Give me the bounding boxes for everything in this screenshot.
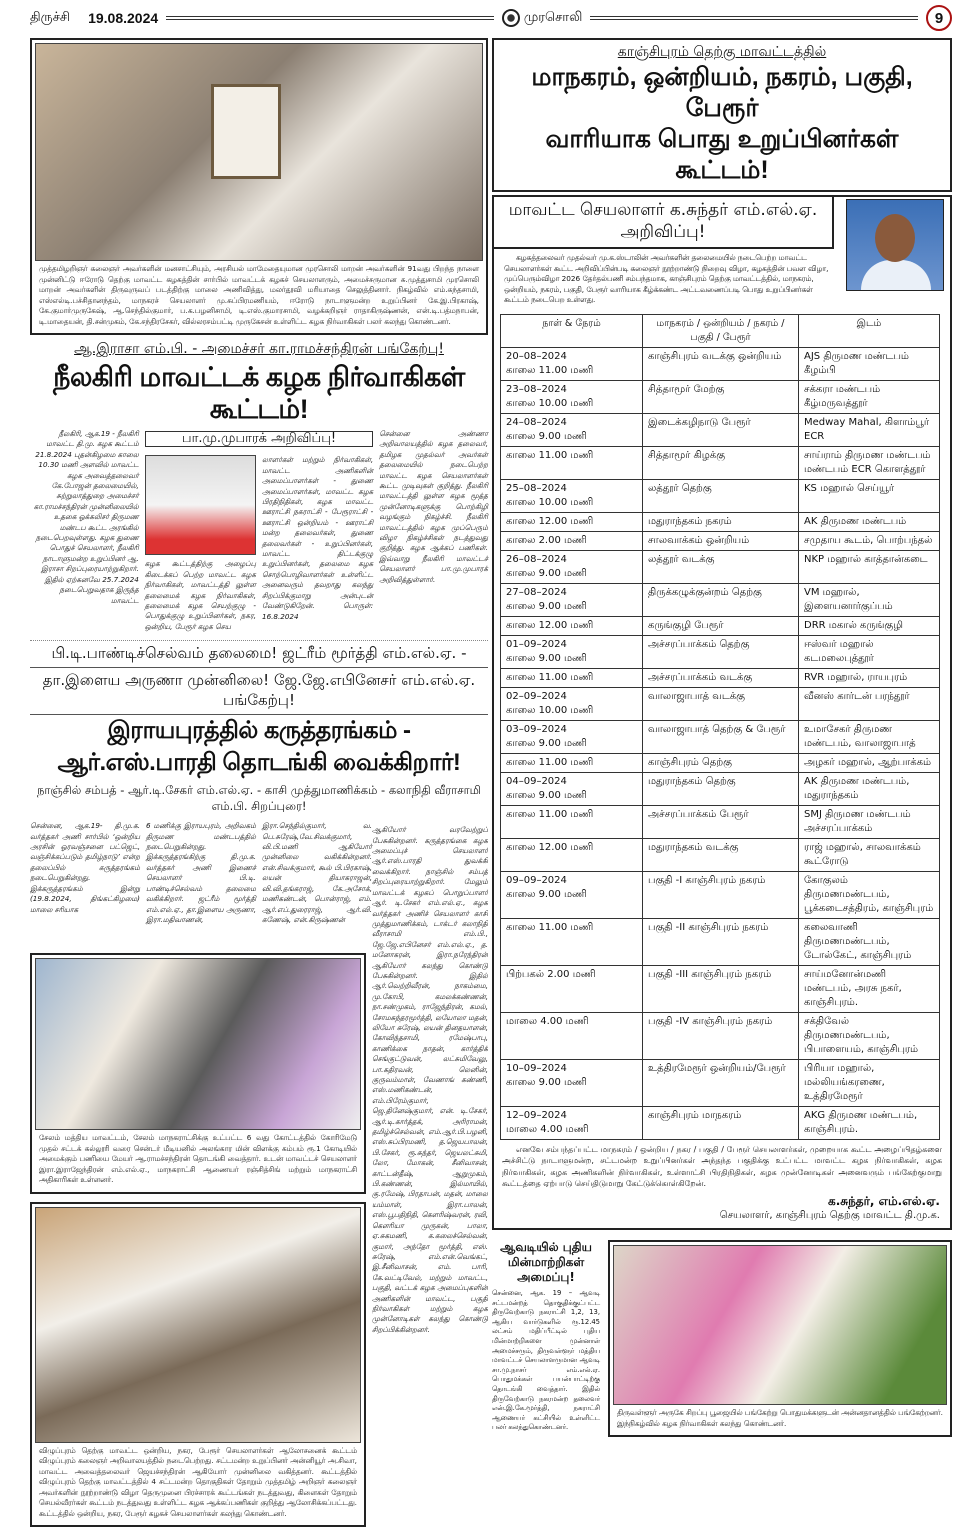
meeting-time: காலை 11.00 மணி: [506, 756, 594, 768]
meeting-date: 20–08–2024: [506, 350, 567, 362]
meeting-time: காலை 9.00 மணி: [506, 789, 587, 801]
table-row: [501, 413, 940, 446]
unit-cell: மதுராந்தகம் நகரம்: [643, 512, 799, 531]
photo-caption: விழுப்புரம் தெற்கு மாவட்ட ஒன்றிய, நகர, பேரூர் செயலாளர்கள் ஆலோசனைக் கூட்டம் விழுப்புரம் கலைஞர் அறிவாலயத்தில் நடைபெற்றது. சட்டமன்ற உறுப்பினர் அன்னியூர் அ.சிவா, மாவட்ட அவைத்தலைவர் ஜெயச்சந்திரன் ஆகியோர் முன்னிலை வகித்தனர். கூட்டத்தில் விழுப்புரம் தெற்கு மாவட்டத்தில் 4 சட்டமன்ற தொகுதிகள் தோறும் முத்தமிழ் அறிஞர் கலைஞர் அவர்களின் நூற்றாண்டு விழா தெருமுனை பிரச்சாரக் கூட்டங்கள் நடத்துவது, கிளைகள் தோறும் செயல்வீரர்கள் கூட்டம் நடத்துவது உள்ளிட்ட கழக ஆக்கப்பணிகள் குறித்து ஆலோசிக்கப்பட்டது. கூட்டத்தில் ஒன்றிய, நகர, பேரூர் கழகச் செயலாளர்கள் கலந்து கொண்டனர்.: [39, 1445, 357, 1518]
photo-caption: முத்தமிழறிஞர் கலைஞர் அவர்களின் மனசாட்சியும், அரசியல் மாமேதையுமான முரசொலி மாறன் அவர்களின் 91வது பிறந்த நாளை முன்னிட்டு ஈரோடு தெற்கு மாவட்ட கழகத்தின் சார்பில் மாவட்டக் கழகச் செயலாளரும், அமைச்சருமான சு.முத்துசாமி முரசொலி மாறன் அவர்களின் திருவுருவப் படத்திற்கு மாலை அணிவித்து, மலர்தூவி மரியாதை செலுத்தினார். நிகழ்வில் எம்.கந்தசாமி, எஸ்எல்டி.பச்சிதானந்தம், மாநகரச் செயலாளர் மு.சுப்பிரமணியம், ஈரோடு நாடாளுமன்ற உறுப்பினர் கே.இ.பிரகாஷ், கே.குமார்முருகேஷ், ஆ.செந்தில்குமார், ப.க.பழனிசாமி, டி.எஸ்.குமாரசாமி, வழக்கறிஞர் ராதாகிருஷ்ணன், என்.டி.பத்மநாபன், டி.மாதையன், தி.சன்முகம், கே.சந்திரசேகர், வில்லரசம்பட்டி முருகேசன் உள்ளிட்ட கழக நிர்வாகிகள் பலர் கலந்து கொண்டனர்.: [39, 264, 479, 326]
table-row: [501, 531, 940, 550]
date-time-cell: [501, 479, 643, 512]
meeting-time: காலை 12.00 மணி: [506, 841, 594, 853]
meeting-time: காலை 9.00 மணி: [506, 888, 587, 900]
salem-street-light-photo: [35, 958, 361, 1130]
date-time-cell: [501, 753, 643, 772]
meeting-date: 12–09–2024: [506, 1109, 567, 1121]
article-col-2: கழக கூட்டத்திற்கு அழைப்பு கிடைக்கப் பெற்ற மாவட்ட கழக நிர்வாகிகள், மாவட்டத்தி லுள்ள தலைமைக் கழக நிர்வாகிகள், தலைமைக் கழக செயற்குழு - பொதுக்குழு உறுப்பினர்கள், நகர, ஒன்றிய, பேரூர் கழக செய: [144, 559, 256, 631]
meeting-time: காலை 11.00 மணி: [506, 449, 594, 461]
rayapuram-article: [30, 640, 488, 1527]
date-time-cell: [501, 550, 643, 583]
venue-cell: NKP மஹால் காத்தான்கடை: [799, 550, 940, 583]
date-time-cell: [501, 583, 643, 616]
portrait-frame-icon: [211, 84, 281, 179]
article-col-4: ஆகியோர் வரவேற்றுப் பேசுகின்றனர். கருத்தரங்கை கழக அமைப்புச் செயலாளர் ஆர்.எஸ்.பாரதி துவக்கி வைக்கிறார். நாஞ்சில் சம்பத் சிறப்புரையாற்றுகிறார். மேலும் மாவட்டக் கழகப் பொறுப்பாளர் ஆர். டி.சேகர் எம்.எல்.ஏ., கழக வர்த்தகர் அணிச் செயலாளர் காசி முத்துமாணிக்கம், டாக்டர் கலாநிதி வீராசாமி எம்.பி., ஜே.ஜே.எபினேசர் எம்.எல்.ஏ., த. மனோகரன், இரா.நரேந்திரன் ஆகியோர் கலந்து கொண்டு பேசுகின்றனர். இதில் ஆர்.வெற்றிவீரன், நாகம்மை, மு.கோபி, கமலக்கண்ணன், நா.சண்முகம், ராஜேந்திரன், கமல், சோமசுந்தரமூர்த்தி, லயோலா மதன், லியோ சுரேஷ், லயன் தினதயாளன், கோவிந்தசாமி, ரமேஷ்பாபு, காணிக்கை நாதன், கார்த்திக் செங்குட்டுவன், லட்சுமிவேலு, பா.கதிரவன், லெனின், குருவம்மாள், வேணாங் கண்ணி, எஸ்.மணிகண்டன், எம்.பிரேம்குமார், ஜெ.தினேஷ்குமார், என். டி.சேகர், ஆர்.டி.கார்த்தக், அரிராமன், தமிழ்ச்செல்வன், எம்.ஆர்.பி.பழனி, எஸ்.சுப்பிரமணி, த.ஜெயபாலன், பி.சேகர், ரூ.சுந்தர், ஜெயலட்சுமி, லோ, மோகன், சீனிவாசன், காட்டன்தீஷ், ஆறுமுகம், பி.கண்ணன், இல்மாயில், கு.ரமேஷ், பிரதாபன், மதன், மாலை யம்மாள், இரா.பாலன், எஸ்.பூபதிநிதி, கௌரிஷ்வரன், ரவி, கௌரியா முருகன், பாலா, ஏ.சுகமணி, க.கலைச்செல்வன், குமார், அந்தோ மூர்த்தி, எஸ். சுரேஷ், எம்.என்.வெங்கட், இ.சீனிவாசன், எம். பாரி, கே.வட்டிவேல், மற்றும் மாவட்ட, பகுதி, வட்டக் கழக அமைப்புகளின் அணிகளின் மாவட்ட, பகுதி நிர்வாகிகள் மற்றும் கழக முன்னோடிகள் கலந்து கொண்டு சிறப்பிக்கின்றனர்.: [372, 825, 488, 1334]
table-row: [501, 805, 940, 838]
meeting-date: 04–09–2024: [506, 775, 567, 787]
date-time-cell: [501, 772, 643, 805]
meeting-time: காலை 11.00 மணி: [506, 364, 594, 376]
unit-cell: லத்தூர் தெற்கு: [643, 479, 799, 512]
unit-cell: மதுராந்தகம் தெற்கு: [643, 772, 799, 805]
venue-cell: SMJ திருமண மண்டபம் அச்சரப்பாக்கம்: [799, 805, 940, 838]
meeting-time: காலை 9.00 மணி: [506, 737, 587, 749]
venue-cell: கோகுலம் திருமணமண்டபம், பூக்கடைசத்திரம், காஞ்சிபுரம்: [799, 871, 940, 918]
nilgiris-article: [30, 341, 488, 632]
meeting-time: பிற்பகல் 2.00 மணி: [506, 968, 596, 980]
meeting-time: காலை 11.00 மணி: [506, 921, 594, 933]
right-column: [492, 38, 952, 1230]
unit-cell: பகுதி -I காஞ்சிபுரம் நகரம்: [643, 871, 799, 918]
meeting-date: 01–09–2024: [506, 638, 567, 650]
date-time-cell: [501, 838, 643, 871]
date-time-cell: [501, 720, 643, 753]
date-time-cell: [501, 635, 643, 668]
table-row: [501, 753, 940, 772]
table-row: [501, 446, 940, 479]
meeting-date: 23–08–2024: [506, 383, 567, 395]
mubarak-portrait: [145, 455, 256, 555]
announcement-intro: கழகத்தலைவர் முதல்வர் மு.க.ஸ்டாலின் அவர்களின் தலைமையில் நடைபெற்ற மாவட்ட செயலாளர்கள் கூட்ட அறிவிப்பின்படி கலைஞர் நூற்றாண்டு நிறைவு விழா, கழகத்தின் பவள விழா, முப்பெரும்விழா 2026 தேர்தல்பணி சம்பந்தமாக, காஞ்சிபுரம் தெற்கு மாவட்டத்தில், மாநகரம், ஒன்றியம், நகரம், பகுதி, பேரூர் வாரியாக கீழ்க்கண்ட அட்டவணைப்படி பொது உறுப்பினர்கள் கூட்டம் நடைபெற உள்ளது.: [504, 253, 829, 305]
meeting-time: மாலை 4.00 மணி: [506, 1123, 589, 1135]
kanchipuram-headline-box: [492, 38, 952, 192]
unit-cell: வாலாஜாபாத் வடக்கு: [643, 687, 799, 720]
unit-cell: சாலவாக்கம் ஒன்றியம்: [643, 531, 799, 550]
unit-cell: மதுராந்தகம் வடக்கு: [643, 838, 799, 871]
salem-photo-story: [30, 953, 366, 1194]
unit-cell: சித்தாமூர் மேற்கு: [643, 380, 799, 413]
photo-caption: சேலம் மத்திய மாவட்டம், சேலம் மாநகராட்சிக்கு உட்பட்ட 6 வது கோட்டத்தில் கோரிமேடு முதல் சட்டக் கல்லூரி வரை சென்டர் மீடியனில் அலங்கார மின் விளக்கு கம்பம் ரூ.1 கோடியில் அமைக்கும் பணியை மேயர் ஆ.ராமச்சந்திரன் தொடங்கி வைத்தார். உடன் மாவட்டச் செயலாளர் இரா.இராஜேந்திரன் எம்.எல்.ஏ., மாநகராட்சி ஆணையர் ரஞ்சித்சிங் மற்றும் மாநகராட்சி அதிகாரிகள் உள்ளனர்.: [39, 1133, 357, 1185]
col-header-date-time: நாள் & நேரம்: [501, 314, 643, 347]
table-row: [501, 583, 940, 616]
venue-cell: சாய்ராம் திருமண மண்டபம் மண்டபம் ECR கொளத்தூர்: [799, 446, 940, 479]
date-time-cell: [501, 1012, 643, 1059]
article-col-4: சென்னை அண்ணா அறிவாலயத்தில் கழக தலைவர், தமிழக முதல்வர் அவர்கள் தலைமையில் நடைபெற்ற மாவட்ட கழக செயலாளர்கள் கூட்ட முடிவுகள் குறித்து. நீலகிரி மாவட்டத்தி லுள்ள கழக மூத்த முன்னோடிகளுக்கு பொற்கிழி வழங்கும் நிகழ்ச்சி. நீலகிரி மாவட்டத்தில் கழக முப்பெரும் விழா நிகழ்ச்சிகள் நடத்துவது குறித்து. கழக ஆக்கப் பணிகள். இவ்வாறு நீலகிரி மாவட்டச் செயலாளர் பா.மு.முபாரக் அறிவித்துள்ளார்.: [379, 429, 488, 584]
article-subhead-1: பி.டி.பாண்டிச்செல்வம் தலைமை! ஜட்ரீம் மூர்த்தி எம்.எல்.ஏ. -: [30, 641, 488, 668]
meeting-time: மாலை 4.00 மணி: [506, 1015, 589, 1027]
venue-cell: AJS திருமண மண்டபம் கீழம்பி: [799, 347, 940, 380]
venue-cell: சமுதாய கூடம், பொற்பந்தல்: [799, 531, 940, 550]
date-time-cell: [501, 1106, 643, 1139]
date-time-cell: [501, 413, 643, 446]
date-time-cell: [501, 687, 643, 720]
article-subhead-2: தா.இளைய அருணா முன்னிலை! ஜே.ஜே.எபினேசர் எம்.எல்.ஏ. பங்கேற்பு!: [30, 668, 488, 715]
announcement-title: மாவட்ட செயலாளர் க.சுந்தர் எம்.எல்.ஏ. அறிவிப்பு!: [494, 197, 834, 249]
table-row: [501, 512, 940, 531]
venue-cell: KS மஹால் செய்யூர்: [799, 479, 940, 512]
signature-name: க.சுந்தர், எம்.எல்.ஏ.: [828, 1193, 940, 1208]
table-row: [501, 550, 940, 583]
date-time-cell: [501, 805, 643, 838]
table-row: [501, 838, 940, 871]
meeting-date: 24–08–2024: [506, 416, 567, 428]
unit-cell: அச்சரப்பாக்கம் தெற்கு: [643, 635, 799, 668]
venue-cell: உமாசேகர் திருமண மண்டபம், வாலாஜாபாத்: [799, 720, 940, 753]
edition-name: திருச்சி: [30, 10, 71, 25]
unit-cell: லத்தூர் வடக்கு: [643, 550, 799, 583]
date-time-cell: [501, 965, 643, 1012]
article-headline: இராயபுரத்தில் கருத்தரங்கம் - ஆர்.எஸ்.பாரதி தொடங்கி வைக்கிறார்!: [57, 717, 461, 777]
table-row: [501, 965, 940, 1012]
table-row: [501, 616, 940, 635]
headline-line-1: மாநகரம், ஒன்றியம், நகரம், பகுதி, பேரூர்: [531, 63, 913, 122]
table-row: [501, 772, 940, 805]
headline-kicker: காஞ்சிபுரம் தெற்கு மாவட்டத்தில்: [617, 44, 827, 60]
villupuram-meeting-photo: [35, 1207, 361, 1443]
date-time-cell: [501, 446, 643, 479]
paper-name: முரசொலி: [523, 10, 583, 25]
article-col-2: 6 மணிக்கு இராயபுரம், அறிவகம் திருமண மண்டபத்தில் நடைபெறுகின்றது. இக்கருத்தரங்கிற்கு தி.மு.க. வர்த்தகர் அணி இணைச் செயலாளர் பி.டி. பாண்டிச்செல்வம் தலைமை வகிக்கிறார். ஜட்ரீம் மூர்த்தி எம்.எல்.ஏ., தா.இளைய அருணா, இரா.மதிவாணன்,: [146, 821, 256, 924]
venue-cell: AK திருமண மண்டபம், மதுராந்தகம்: [799, 772, 940, 805]
villupuram-photo-story: [30, 1202, 366, 1527]
meeting-time: காலை 9.00 மணி: [506, 600, 587, 612]
venue-cell: ராஜ் மஹால், சாலவாக்கம் கூட்ரோடு: [799, 838, 940, 871]
date-time-cell: [501, 512, 643, 531]
avadi-article: [492, 1240, 952, 1437]
notice-box: பா.மு.முபாரக் அறிவிப்பு!: [145, 431, 373, 447]
meeting-time: காலை 10.00 மணி: [506, 704, 594, 716]
article-byline: நாஞ்சில் சம்பத் - ஆர்.டி.சேகர் எம்.எல்.ஏ. - காசி முத்துமாணிக்கம் - கலாநிதி வீராசாமி எம்.பி. சிறப்புரை!: [37, 783, 481, 814]
erode-photo-story: [30, 38, 488, 335]
meeting-time: காலை 11.00 மணி: [506, 671, 594, 683]
meeting-time: காலை 9.00 மணி: [506, 652, 587, 664]
date-time-cell: [501, 347, 643, 380]
col-header-venue: இடம்: [799, 314, 940, 347]
unit-cell: காஞ்சிபுரம் மாநகரம்: [643, 1106, 799, 1139]
meeting-time: காலை 10.00 மணி: [506, 496, 594, 508]
unit-cell: பகுதி -II காஞ்சிபுரம் நகரம்: [643, 918, 799, 965]
table-row: [501, 635, 940, 668]
col-header-unit: மாநகரம் / ஒன்றியம் / நகரம் / பகுதி / பேரூர்: [643, 314, 799, 347]
page-header: [30, 6, 952, 30]
headline-line-2: வாரியாக பொது உறுப்பினர்கள் கூட்டம்!: [545, 125, 899, 184]
meeting-time: காலை 10.00 மணி: [506, 397, 594, 409]
table-row: [501, 871, 940, 918]
unit-cell: பகுதி -III காஞ்சிபுரம் நகரம்: [643, 965, 799, 1012]
table-row: [501, 720, 940, 753]
venue-cell: பிரியா மஹால், மல்லியங்கரணை, உத்திரமேரூர்: [799, 1059, 940, 1106]
meeting-schedule-table: [500, 314, 940, 1140]
date-time-cell: [501, 918, 643, 965]
header-rule-right: [590, 16, 918, 20]
meeting-time: காலை 12.00 மணி: [506, 619, 594, 631]
venue-cell: RVR மஹால், ராயபுரம்: [799, 668, 940, 687]
unit-cell: அச்சரப்பாக்கம் பேரூர்: [643, 805, 799, 838]
venue-cell: வீனஸ் கார்டன் பரந்தூர்: [799, 687, 940, 720]
date-time-cell: [501, 531, 643, 550]
unit-cell: உத்திரமேரூர் ஒன்றியம்/பேரூர்: [643, 1059, 799, 1106]
unit-cell: அச்சரப்பாக்கம் வடக்கு: [643, 668, 799, 687]
meeting-time: காலை 9.00 மணி: [506, 567, 587, 579]
meeting-date: 02–09–2024: [506, 690, 567, 702]
article-col-1: நீலகிரி, ஆக.19 - நீலகிரி மாவட்ட தி.மு. கழக கூட்டம் 21.8.2024 புதன்கிழமை காலை 10.30 மணி அளவில் மாவட்ட கழக அவைத்தலைவர் கே.போஜன் தலைமையில், சுற்றுலாத்துறை அமைச்சர் கா.ராமச்சந்திரன் முன்னிலையில் உதகை ஓக்கலிசர் திருமண மண்டப கூட்ட அரங்கில் நடைபெறவுள்ளது. கழக துணை பொதுச் செயலாளர், நீலகிரி நாடாளுமன்ற உறுப்பினர் ஆ. இராசா சிறப்புரையாற்றுகிறார். இதில் ஏற்கனவே 25.7.2024 நடைபெறுவதாக இருந்த மாவட்ட: [33, 429, 139, 605]
meeting-date: 03–09–2024: [506, 723, 567, 735]
table-row: [501, 918, 940, 965]
murasoli-logo-icon: [502, 9, 520, 27]
meeting-time: காலை 11.00 மணி: [506, 808, 594, 820]
header-rule: [166, 16, 494, 20]
article-col-1: சென்னை, ஆக.19- தி.மு.க. வர்த்தகர் அணி சார்பில் ‘ஒன்றிய அரசின் ஓரவஞ்சனை பட்ஜெட், வஞ்சிக்கப்படும் தமிழ்நாடு’ என்ற தலைப்பில் கருத்தரங்கம் நடைபெறுகின்றது. இக்கருத்தரங்கம் இன்று (19.8.2024, திங்கட்கிழமை) மாலை சரியாக: [30, 821, 140, 914]
unit-cell: கருங்குழி பேரூர்: [643, 616, 799, 635]
avadi-photo-story: [608, 1240, 952, 1437]
venue-cell: சாய்மனோன்மணி மண்டபம், அரசு நகர், காஞ்சிபுரம்.: [799, 965, 940, 1012]
date-time-cell: [501, 1059, 643, 1106]
unit-cell: சித்தாமூர் கிழக்கு: [643, 446, 799, 479]
article-body: சென்னை, ஆக. 19 – ஆவடி சட்டமன்றத் தொகுதிக்குட்பட்ட திருவேற்காடு நகராட்சி 1,2, 13, ஆகிய வார்டுகளில் ரூ.12.45 லட்சம் மதிப்பீட்டில் புதிய மின்மாற்றிகளை முன்னாள் அமைச்சரும், திருவள்ளூர் மத்திய மாவட்டச் செயலாளருமான ஆவடி சா.மு.நாசர் எம்.எல்.ஏ. பொதுமக்கள் பயன்பாட்டிற்கு தொடங்கி வைத்தார். இதில் திருவேற்காடு நகரமன்ற தலைவர் என்.இ.கே.மூர்த்தி, நகராட்சி ஆணையர் கட்சியில் உள்ளிட்ட பலர் கலந்துகொண்டனர்.: [492, 1289, 600, 1432]
venue-cell: AK திருமண மண்டபம்: [799, 512, 940, 531]
unit-cell: பகுதி -IV காஞ்சிபுரம் நகரம்: [643, 1012, 799, 1059]
venue-cell: கலைவாணி திருமணமண்டபம், டோல்கேட், காஞ்சிபுரம்: [799, 918, 940, 965]
date-time-cell: [501, 380, 643, 413]
unit-cell: வாலாஜாபாத் தெற்கு & பேரூர்: [643, 720, 799, 753]
unit-cell: காஞ்சிபுரம் தெற்கு: [643, 753, 799, 772]
meeting-time: காலை 9.00 மணி: [506, 430, 587, 442]
photo-caption: திருவள்ளூர் அருகே சிறப்பு பூஜையில் பங்கேற்று பொதுமக்களுடன் அன்னதானத்தில் பங்கேற்றனர். இந்நிகழ்வில் கழக நிர்வாகிகள் கலந்து கொண்டனர்.: [617, 1408, 943, 1428]
closing-paragraph: எனவே சம்பந்தப்பட்ட மாநகரம் / ஒன்றிய / நகர / பகுதி / பேரூர் செயலாளர்கள், முறையாக கூட்ட அழைப்பிதழ்களை அச்சிட்டு நாடாளுமன்ற, சட்டமன்ற உறுப்பினர்கள் அந்தந்த பகுதிக்கு உட்பட்ட மாவட்ட கழக நிர்வாகிகள், கழக நிர்வாகிகள், கழக அணிகளின் நிர்வாகிகள், உள்ளாட்சி பிரதிநிதிகள், கழக முன்னோடிகள் அனைவரும் பங்கேற்குமாறு கூட்டத்தை ஏற்பாடு செய்திடுமாறு கேட்டுக்கொள்கிறேன்.: [502, 1144, 942, 1189]
date-time-cell: [501, 616, 643, 635]
table-row: [501, 687, 940, 720]
meeting-date: 27–08–2024: [506, 586, 567, 598]
unit-cell: காஞ்சிபுரம் வடக்கு ஒன்றியம்: [643, 347, 799, 380]
meeting-time: காலை 12.00 மணி: [506, 515, 594, 527]
announcement-section: [492, 195, 952, 1230]
venue-cell: அழகர் மஹால், ஆற்பாக்கம்: [799, 753, 940, 772]
table-row: [501, 347, 940, 380]
left-column: [30, 38, 488, 1527]
article-headline: ஆவடியில் புதிய மின்மாற்றிகள் அமைப்பு!: [500, 1240, 592, 1284]
venue-cell: VM மஹால், இளையனார்குப்பம்: [799, 583, 940, 616]
table-row: [501, 1012, 940, 1059]
sundar-portrait: [846, 199, 944, 291]
date-time-cell: [501, 871, 643, 918]
annadhanam-photo: [613, 1245, 947, 1405]
article-headline: நீலகிரி மாவட்டக் கழக நிர்வாகிகள் கூட்டம்!: [53, 362, 465, 424]
date-time-cell: [501, 668, 643, 687]
table-row: [501, 479, 940, 512]
table-row: [501, 1106, 940, 1139]
table-row: [501, 668, 940, 687]
meeting-date: 09–09–2024: [506, 874, 567, 886]
meeting-date: 10–09–2024: [506, 1062, 567, 1074]
venue-cell: AKG திருமண மண்டபம், காஞ்சிபுரம்.: [799, 1106, 940, 1139]
venue-cell: Medway Mahal, கிளாம்பூர் ECR: [799, 413, 940, 446]
venue-cell: சக்திவேல் திருமணமண்டபம், பிபாளையம், காஞ்சிபுரம்: [799, 1012, 940, 1059]
meeting-date: 26–08–2024: [506, 553, 567, 565]
signature-role: செயலாளர், காஞ்சிபுரம் தெற்கு மாவட்ட தி.மு.க.: [719, 1209, 940, 1221]
article-col-3: லாளர்கள் மற்றும் நிர்வாகிகள், மாவட்ட அணிகளின் அமைப்பாளர்கள் - துணை அமைப்பாளர்கள், மாவட்ட கழக பிரதிநிதிகள், கழக மாவட்ட ஊராட்சி நகராட்சி - பேரூராட்சி - ஊராட்சி ஒன்றியம் - ஊராட்சி மன்ற தலைவர்கள், துணை தலைவர்கள் - உறுப்பினர்கள், மாவட்ட திட்டக்குழு உறுப்பினர்கள், தலைமை கழக சொற்பொழிவாளர்கள் உள்ளிட்ட அனைவரும் தவறாது கலந்து சிறப்பிக்குமாறு அன்புடன் வேண்டுகிறேன். பொருள்: 16.8.2024: [262, 455, 374, 621]
meeting-date: 25–08–2024: [506, 482, 567, 494]
garland-ceremony-photo: [35, 43, 483, 261]
page-number-badge: 9: [926, 5, 952, 31]
issue-date: 19.08.2024: [88, 10, 159, 26]
table-row: [501, 1059, 940, 1106]
venue-cell: DRR மகால் கருங்குழி: [799, 616, 940, 635]
meeting-time: காலை 9.00 மணி: [506, 1076, 587, 1088]
venue-cell: சக்கரா மண்டபம் கீழ்மருவத்தூர்: [799, 380, 940, 413]
table-row: [501, 380, 940, 413]
venue-cell: ஈஸ்வர் மஹால் கடமலைபுத்தூர்: [799, 635, 940, 668]
unit-cell: திருக்கழுக்குன்றம் தெற்கு: [643, 583, 799, 616]
unit-cell: இடைக்கழிநாடு பேரூர்: [643, 413, 799, 446]
article-kicker: ஆ.இராசா எம்.பி. - அமைச்சர் கா.ராமச்சந்திரன் பங்கேற்பு!: [74, 341, 444, 357]
article-col-3: இரா.செந்தில்குமார், வ. பெ.சுரேஷ்,வே.சிவக்குமார், வி.பி.மணி ஆகியோர் முன்னிலை வகிக்கின்றனர். என்.சிவக்குமார், கூல் பி.பிரகாஷ், லயன் தியாகராஜன், வி.வி.தங்கராஜ், கே.அசோக், மணிகண்டன், பொன்ராஜ், எம். ஆர்.எப்.துரைராஜ், ஆர்.வி. கணேஷ், என்.கிருஷ்ணன்: [262, 821, 372, 924]
meeting-time: காலை 2.00 மணி: [506, 534, 587, 546]
